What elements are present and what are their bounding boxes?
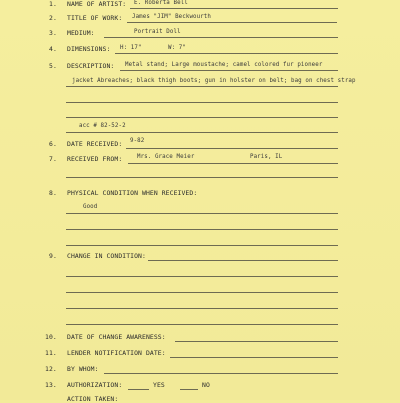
received-from-line-2 xyxy=(66,177,338,178)
condition-rule-1 xyxy=(66,213,338,214)
item-2-label: TITLE OF WORK: xyxy=(67,14,123,22)
item-4-label: DIMENSIONS: xyxy=(67,45,111,53)
received-from-city: Paris, IL xyxy=(250,154,283,160)
item-2-number: 2. xyxy=(49,14,57,22)
item-5-label: DESCRIPTION: xyxy=(67,62,115,70)
item-13-label: AUTHORIZATION: xyxy=(67,381,123,389)
item-1-label: NAME OF ARTIST: xyxy=(67,0,127,8)
item-1-number: 1. xyxy=(49,0,57,8)
item-11-label: LENDER NOTIFICATION DATE: xyxy=(67,349,166,357)
dimension-width: W: 7" xyxy=(168,45,186,51)
description-line-1: Metal stand; Large moustache; camel colored fur pioneer xyxy=(125,62,323,68)
no-checkbox-line[interactable] xyxy=(180,389,198,390)
description-rule-3 xyxy=(66,102,338,103)
item-12-label: BY WHOM: xyxy=(67,365,99,373)
item-4-number: 4. xyxy=(49,45,57,53)
item-9-number: 9. xyxy=(49,252,57,260)
medium-value: Portrait Doll xyxy=(134,29,181,35)
item-3-label: MEDIUM: xyxy=(67,29,95,37)
lender-notification-line xyxy=(170,357,338,358)
item-11-number: 11. xyxy=(45,349,57,357)
item-6-label: DATE RECEIVED: xyxy=(67,140,123,148)
item-5-number: 5. xyxy=(49,62,57,70)
item-12-number: 12. xyxy=(45,365,57,373)
medium-line xyxy=(104,37,338,38)
item-8-number: 8. xyxy=(49,189,57,197)
title-value: James "JIM" Beckwourth xyxy=(132,14,211,20)
change-rule-4 xyxy=(66,308,338,309)
change-rule-1 xyxy=(148,260,338,261)
item-9-label: CHANGE IN CONDITION: xyxy=(67,252,146,260)
no-label: NO xyxy=(202,381,210,389)
description-line-2: jacket Abreaches; black thigh boots; gun in holster on belt; bag on chest strap xyxy=(72,78,356,84)
by-whom-line xyxy=(104,373,338,374)
change-rule-2 xyxy=(66,276,338,277)
description-rule-5 xyxy=(66,132,338,133)
accession-number: acc # 82-52-2 xyxy=(79,123,126,129)
artist-name-value: E. Roberta Bell xyxy=(134,0,188,6)
artist-name-line xyxy=(130,8,338,9)
item-10-number: 10. xyxy=(45,333,57,341)
condition-rule-2 xyxy=(66,229,338,230)
received-from-value: Mrs. Grace Meier xyxy=(137,154,195,160)
received-from-line-1 xyxy=(128,163,338,164)
item-7-number: 7. xyxy=(49,155,57,163)
description-rule-4 xyxy=(66,117,338,118)
change-rule-5 xyxy=(66,324,338,325)
item-6-number: 6. xyxy=(49,140,57,148)
dimension-height: H: 17" xyxy=(120,45,142,51)
item-10-label: DATE OF CHANGE AWARENESS: xyxy=(67,333,166,341)
condition-rule-3 xyxy=(66,245,338,246)
action-taken-label: ACTION TAKEN: xyxy=(67,395,119,403)
dimensions-line xyxy=(115,53,338,54)
date-received-value: 9-82 xyxy=(130,138,145,144)
change-awareness-line xyxy=(175,341,338,342)
date-received-line xyxy=(126,148,338,149)
description-rule-1 xyxy=(120,70,338,71)
item-8-label: PHYSICAL CONDITION WHEN RECEIVED: xyxy=(67,189,198,197)
description-rule-2 xyxy=(66,86,338,87)
item-7-label: RECEIVED FROM: xyxy=(67,155,123,163)
item-3-number: 3. xyxy=(49,29,57,37)
change-rule-3 xyxy=(66,292,338,293)
yes-checkbox-line[interactable] xyxy=(128,389,149,390)
physical-condition-value: Good xyxy=(83,204,98,210)
title-line xyxy=(127,22,337,23)
yes-label: YES xyxy=(153,381,165,389)
item-13-number: 13. xyxy=(45,381,57,389)
